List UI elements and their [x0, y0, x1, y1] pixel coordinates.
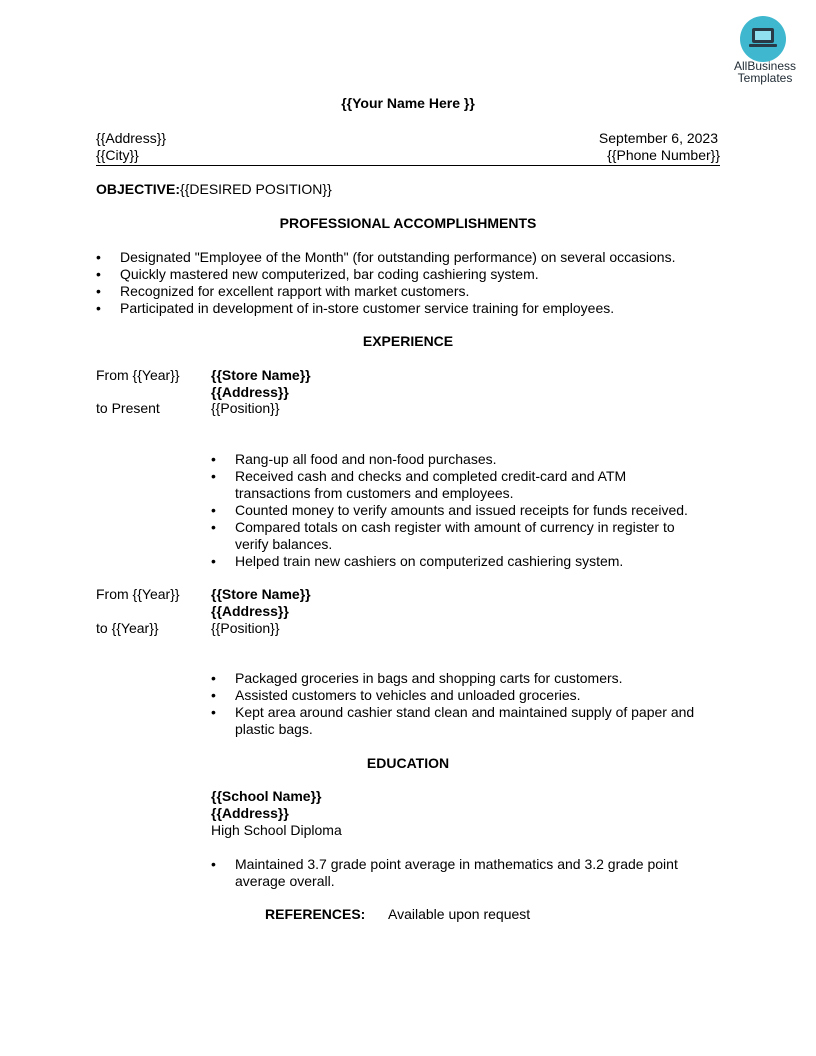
bullet-icon: •: [211, 519, 216, 535]
accomplishments-title: PROFESSIONAL ACCOMPLISHMENTS: [279, 215, 537, 231]
list-item-text: Participated in development of in-store customer service training for employees.: [120, 300, 615, 316]
bullet-icon: •: [211, 687, 216, 703]
header-city: {{City}}: [96, 147, 139, 163]
job-address: {{Address}}: [211, 603, 289, 619]
list-item-text: Packaged groceries in bags and shopping carts for customers.: [235, 670, 623, 686]
list-item-text: Helped train new cashiers on computerized cashiering system.: [235, 553, 624, 569]
objective-label: OBJECTIVE:: [96, 181, 181, 197]
school-address: {{Address}}: [211, 805, 289, 821]
bullet-icon: •: [211, 468, 216, 484]
laptop-icon: [740, 16, 786, 62]
bullet-icon: •: [211, 502, 216, 518]
header-address: {{Address}}: [96, 130, 167, 146]
list-item-text: Designated "Employee of the Month" (for outstanding performance) on several occasions.: [120, 249, 676, 265]
list-item-text: Maintained 3.7 grade point average in mathematics and 3.2 grade point: [235, 856, 678, 872]
objective: [96, 181, 332, 198]
job-position: {{Position}}: [211, 620, 280, 636]
experience-title: EXPERIENCE: [362, 333, 454, 349]
list-item-text: Compared totals on cash register with amount of currency in register to: [235, 519, 675, 535]
list-item-text: Assisted customers to vehicles and unloaded groceries.: [235, 687, 581, 703]
job-position: {{Position}}: [211, 400, 280, 416]
list-item-text: Recognized for excellent rapport with market customers.: [120, 283, 470, 299]
degree: High School Diploma: [211, 822, 342, 838]
list-item-text: Received cash and checks and completed credit-card and ATM: [235, 468, 627, 484]
job-to: to {{Year}}: [96, 620, 159, 636]
list-item-text: transactions from customers and employees.: [235, 485, 514, 501]
references-value: Available upon request: [388, 906, 531, 922]
resume-name: {{Your Name Here }}: [341, 95, 475, 111]
job-from: From {{Year}}: [96, 586, 180, 602]
education-title: EDUCATION: [366, 755, 450, 771]
list-item-text: Kept area around cashier stand clean and maintained supply of paper and: [235, 704, 695, 720]
objective-value: {{DESIRED POSITION}}: [180, 181, 332, 197]
job-store: {{Store Name}}: [211, 367, 311, 383]
list-item-text: Quickly mastered new computerized, bar coding cashiering system.: [120, 266, 539, 282]
list-item-text: verify balances.: [235, 536, 333, 552]
bullet-icon: •: [96, 249, 101, 265]
header-phone: {{Phone Number}}: [607, 147, 720, 163]
header-divider: [96, 165, 720, 166]
bullet-icon: •: [211, 451, 216, 467]
list-item-text: plastic bags.: [235, 721, 313, 737]
bullet-icon: •: [211, 704, 216, 720]
school-name: {{School Name}}: [211, 788, 322, 804]
bullet-icon: •: [211, 553, 216, 569]
bullet-icon: •: [96, 266, 101, 282]
list-item-text: average overall.: [235, 873, 335, 889]
bullet-icon: •: [96, 300, 101, 316]
references-label: REFERENCES:: [265, 906, 366, 922]
bullet-icon: •: [96, 283, 101, 299]
logo-text: AllBusiness Templates: [733, 59, 797, 85]
list-item-text: Counted money to verify amounts and issued receipts for funds received.: [235, 502, 688, 518]
bullet-icon: •: [211, 856, 216, 872]
job-to: to Present: [96, 400, 160, 416]
job-from: From {{Year}}: [96, 367, 180, 383]
list-item-text: Rang-up all food and non-food purchases.: [235, 451, 497, 467]
job-store: {{Store Name}}: [211, 586, 311, 602]
job-address: {{Address}}: [211, 384, 289, 400]
header-date: September 6, 2023: [598, 130, 718, 146]
bullet-icon: •: [211, 670, 216, 686]
